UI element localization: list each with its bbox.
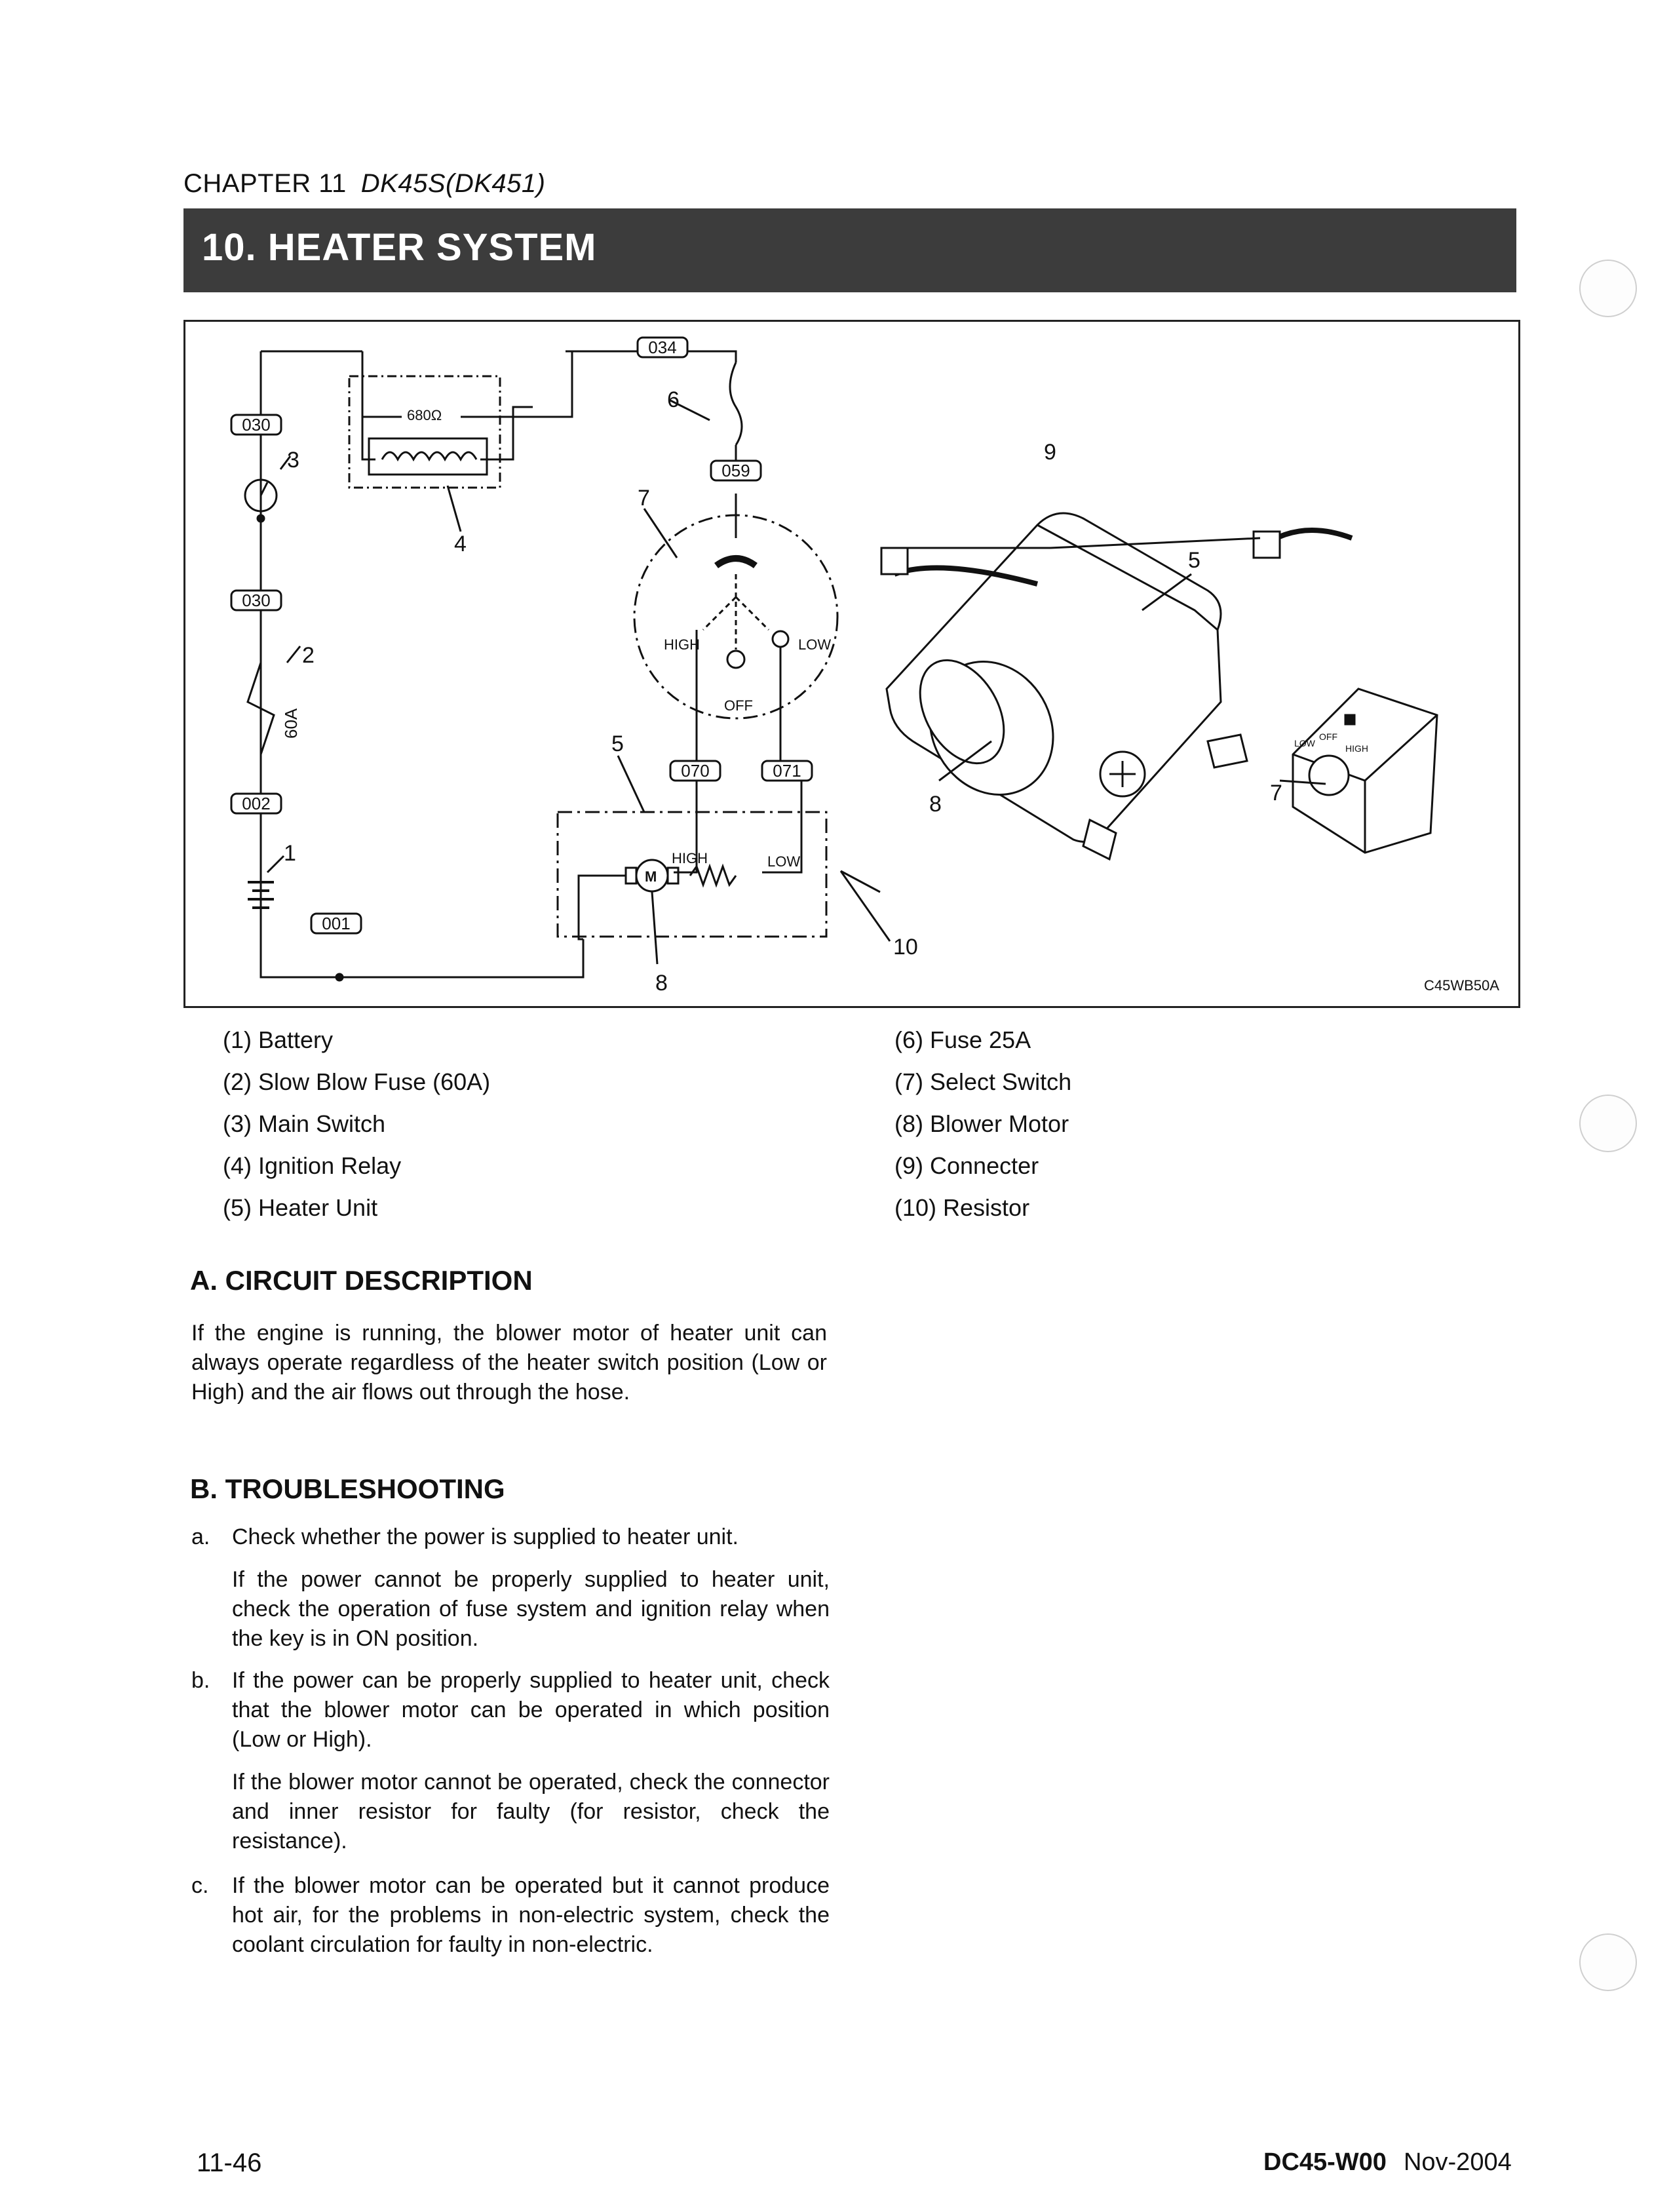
wire-label-030-mid: 030: [242, 591, 271, 610]
knob-off: OFF: [1319, 731, 1337, 742]
connector-right: [1254, 532, 1280, 558]
switch-off-contact: [727, 651, 744, 668]
resistor-symbol: [690, 866, 736, 885]
switch-low-contact: [773, 631, 788, 647]
troubleshooting-item-b: [191, 1666, 830, 1856]
wire-coil-out: [480, 407, 533, 459]
figure-code: C45WB50A: [1424, 977, 1499, 994]
heater-unit-illustration: [881, 513, 1437, 859]
heater-low-label: LOW: [767, 853, 801, 870]
motor-label: M: [645, 868, 657, 885]
motor-terminal-right: [668, 868, 678, 883]
wire-motor-ground: [579, 876, 626, 939]
part-item: (5) Heater Unit: [223, 1194, 378, 1221]
item-followup: If the blower motor cannot be operated, check the connector and inner resistor for faulty (for resistor, check the resistance).: [232, 1770, 830, 1853]
part-item: (8) Blower Motor: [894, 1110, 1069, 1137]
circuit-description-heading: A. CIRCUIT DESCRIPTION: [190, 1265, 533, 1296]
leader-7: [644, 509, 677, 558]
wire-label-002: 002: [242, 794, 271, 813]
section-title: 10. HEATER SYSTEM: [202, 226, 597, 269]
wiring-diagram: [185, 322, 1518, 1006]
troubleshooting-heading: B. TROUBLESHOOTING: [190, 1473, 505, 1504]
page-number: 11-46: [197, 2148, 262, 2177]
relay-coil: [382, 452, 476, 459]
switch-low-label: LOW: [798, 636, 832, 653]
switch-off-label: OFF: [724, 697, 753, 714]
callout-6: 6: [667, 387, 680, 412]
part-item: (7) Select Switch: [894, 1068, 1072, 1095]
relay-resistance-label: 680Ω: [407, 407, 442, 423]
item-marker: b.: [191, 1668, 210, 1693]
callout-4: 4: [454, 532, 467, 556]
heater-circuit-figure: [183, 320, 1520, 1008]
callout-3: 3: [287, 448, 299, 473]
select-switch-circle: [634, 515, 837, 718]
section-title-bar: [183, 208, 1516, 292]
leader-2: [287, 646, 300, 663]
callout-7-illus: 7: [1270, 781, 1282, 805]
item-followup: If the power cannot be properly supplied to heater unit, check the operation of fuse system and ignition relay when the key is in ON position.: [232, 1567, 830, 1651]
switch-wiper-high: [703, 597, 736, 630]
item-marker: c.: [191, 1873, 209, 1898]
heater-high-label: HIGH: [672, 850, 708, 866]
leader-1: [267, 856, 284, 872]
item-marker: a.: [191, 1524, 210, 1549]
callout-9: 9: [1044, 440, 1056, 465]
junction-dot: [336, 974, 343, 980]
mount-bracket-right: [1208, 735, 1247, 767]
part-item: (1) Battery: [223, 1026, 334, 1053]
callout-8-illus: 8: [929, 792, 942, 817]
part-item: (9) Connecter: [894, 1152, 1039, 1179]
parts-list-right: [894, 1019, 1071, 1229]
doc-code: DC45-W00: [1263, 2148, 1387, 2176]
wire-label-030-top: 030: [242, 415, 271, 435]
part-item: (2) Slow Blow Fuse (60A): [223, 1068, 491, 1095]
callout-7: 7: [638, 486, 650, 511]
troubleshooting-item-c: [191, 1871, 830, 1960]
troubleshooting-item-a: [191, 1523, 830, 1654]
knob-high: HIGH: [1345, 743, 1368, 754]
wire-label-071: 071: [773, 761, 801, 781]
parts-list-left: [223, 1019, 490, 1229]
switch-arc: [716, 558, 756, 566]
switch-indicator: [1345, 715, 1354, 724]
binder-hole-bottom: [1579, 1933, 1637, 1991]
leader-5: [618, 756, 644, 812]
mount-bracket-bottom: [1083, 820, 1116, 859]
leader-10: [841, 871, 880, 892]
wire-label-059: 059: [721, 461, 750, 480]
item-text: Check whether the power is supplied to heater unit.: [232, 1524, 739, 1549]
callout-1: 1: [284, 841, 296, 866]
switch-wiper-low: [736, 597, 769, 630]
junction-dot: [258, 515, 264, 522]
fuse-25a-symbol: [730, 362, 742, 445]
fuse-rating-label: 60A: [281, 708, 301, 739]
doc-date: Nov-2004: [1403, 2148, 1512, 2176]
wire-label-070: 070: [681, 761, 710, 781]
part-item: (6) Fuse 25A: [894, 1026, 1031, 1053]
leader-8: [652, 892, 657, 964]
part-item: (10) Resistor: [894, 1194, 1030, 1221]
circuit-description-text: If the engine is running, the blower motor of heater unit can always operate regardless of the heater switch position (Low or High) and the air flows out through the hose.: [191, 1321, 827, 1405]
wire-label-034: 034: [648, 338, 677, 357]
callout-2: 2: [302, 643, 315, 668]
leader-4: [448, 486, 461, 532]
footer-doc-info: [1263, 2148, 1512, 2177]
item-text: If the blower motor can be operated but it cannot produce hot air, for the problems in non-electric system, check the coolant circulation for faulty in non-electric.: [232, 1873, 830, 1957]
item-text: If the power can be properly supplied to heater unit, check that the blower motor can be operated in which position (Low or High).: [232, 1668, 830, 1752]
binder-hole-top: [1579, 260, 1637, 317]
wire-relay-in: [362, 351, 402, 417]
callout-10: 10: [893, 935, 918, 960]
knob-low: LOW: [1294, 738, 1315, 748]
callout-5-illus: 5: [1188, 548, 1200, 573]
model-name: DK45S(DK451): [360, 169, 546, 198]
part-item: (3) Main Switch: [223, 1110, 386, 1137]
switch-high-label: HIGH: [664, 636, 700, 653]
connector-left: [881, 548, 908, 574]
chapter-number: CHAPTER 11: [183, 169, 347, 198]
wire-label-001: 001: [322, 914, 351, 933]
leader-10b: [841, 871, 890, 941]
binder-hole-middle: [1579, 1095, 1637, 1152]
relay-box: [349, 376, 500, 488]
callout-8: 8: [655, 971, 668, 996]
motor-terminal-left: [626, 868, 636, 883]
chapter-header: [183, 169, 545, 199]
switch-knob: [1309, 756, 1349, 795]
part-item: (4) Ignition Relay: [223, 1152, 402, 1179]
callout-5: 5: [611, 731, 624, 756]
